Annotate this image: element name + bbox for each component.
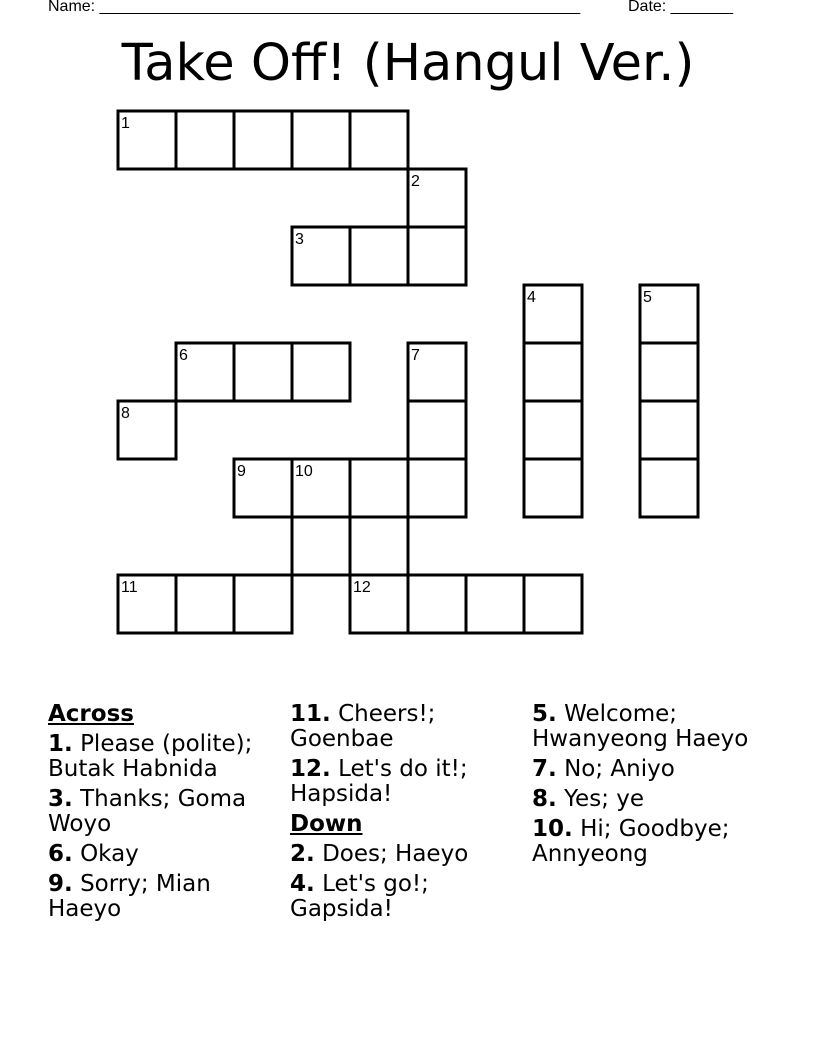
clues-column-2 <box>290 702 520 927</box>
page-title: Take Off! (Hangul Ver.) <box>121 34 695 93</box>
grid-cell[interactable] <box>234 111 292 169</box>
across-heading: Across <box>48 701 134 727</box>
clue-text: Welcome; Hwanyeong Haeyo <box>532 701 749 752</box>
grid-cell[interactable] <box>234 343 292 401</box>
clue-across-1[interactable] <box>48 732 278 782</box>
clue-text: No; Aniyo <box>564 756 675 782</box>
clue-number-label: 11 <box>121 579 138 596</box>
clue-number: 12. <box>290 756 331 782</box>
clue-number-label: 6 <box>179 347 188 364</box>
clue-number: 10. <box>532 816 573 842</box>
grid-cell[interactable] <box>292 517 350 575</box>
grid-cell[interactable] <box>350 459 408 517</box>
clue-across-12[interactable] <box>290 757 520 807</box>
clue-text: Cheers!; Goenbae <box>290 701 436 752</box>
name-field-label[interactable]: Name: ______________________________________________________ <box>48 0 581 15</box>
grid-cell[interactable] <box>234 575 292 633</box>
clue-number-label: 2 <box>411 173 420 190</box>
clue-across-11[interactable] <box>290 702 520 752</box>
clue-across-6[interactable] <box>48 842 278 867</box>
grid-cell[interactable] <box>408 401 466 459</box>
clue-number-label: 8 <box>121 405 130 422</box>
grid-cell[interactable] <box>408 459 466 517</box>
clue-text: Let's do it!; Hapsida! <box>290 756 468 807</box>
grid-cell[interactable] <box>524 575 582 633</box>
clue-number: 9. <box>48 871 73 897</box>
clues-column-1 <box>48 702 278 927</box>
clue-number: 4. <box>290 871 315 897</box>
grid-cell[interactable] <box>408 575 466 633</box>
clue-number-label: 10 <box>295 463 313 480</box>
clue-down-7[interactable] <box>532 757 762 782</box>
clue-text: Sorry; Mian Haeyo <box>48 871 211 922</box>
clue-down-10[interactable] <box>532 817 762 867</box>
clue-number-label: 7 <box>411 347 420 364</box>
grid-cell[interactable] <box>524 401 582 459</box>
clue-number: 11. <box>290 701 331 727</box>
clue-text: Yes; ye <box>564 786 645 812</box>
clue-down-5[interactable] <box>532 702 762 752</box>
clue-number: 2. <box>290 841 315 867</box>
grid-cell[interactable] <box>524 459 582 517</box>
clue-number-label: 9 <box>237 463 246 480</box>
clue-number: 7. <box>532 756 557 782</box>
clue-number-label: 3 <box>295 231 304 248</box>
grid-cell[interactable] <box>176 111 234 169</box>
clue-down-8[interactable] <box>532 787 762 812</box>
grid-cell[interactable] <box>292 343 350 401</box>
grid-cell[interactable] <box>176 575 234 633</box>
clue-number: 6. <box>48 841 73 867</box>
clue-text: Please (polite); Butak Habnida <box>48 731 253 782</box>
clue-number: 5. <box>532 701 557 727</box>
clue-number: 8. <box>532 786 557 812</box>
grid-cell[interactable] <box>640 459 698 517</box>
clues-column-3 <box>532 702 762 872</box>
down-heading: Down <box>290 811 363 837</box>
grid-cell[interactable] <box>640 343 698 401</box>
clue-text: Okay <box>80 841 139 867</box>
grid-cell[interactable] <box>408 227 466 285</box>
clue-down-4[interactable] <box>290 872 520 922</box>
grid-cell[interactable] <box>350 111 408 169</box>
clue-number-label: 5 <box>643 289 652 306</box>
clue-text: Does; Haeyo <box>322 841 469 867</box>
clue-number: 3. <box>48 786 73 812</box>
clue-number-label: 1 <box>121 115 130 132</box>
clue-number: 1. <box>48 731 73 757</box>
clue-text: Let's go!; Gapsida! <box>290 871 429 922</box>
grid-cell[interactable] <box>350 517 408 575</box>
clue-text: Hi; Goodbye; Annyeong <box>532 816 730 867</box>
grid-cell[interactable] <box>466 575 524 633</box>
date-field-label[interactable]: Date: _______ <box>628 0 733 15</box>
grid-cell[interactable] <box>524 343 582 401</box>
clue-number-label: 12 <box>353 579 371 596</box>
grid-cell[interactable] <box>350 227 408 285</box>
clue-number-label: 4 <box>527 289 536 306</box>
clue-across-9[interactable] <box>48 872 278 922</box>
clue-down-2[interactable] <box>290 842 520 867</box>
grid-cell[interactable] <box>640 401 698 459</box>
clue-across-3[interactable] <box>48 787 278 837</box>
grid-cell[interactable] <box>292 111 350 169</box>
clue-text: Thanks; Goma Woyo <box>48 786 247 837</box>
